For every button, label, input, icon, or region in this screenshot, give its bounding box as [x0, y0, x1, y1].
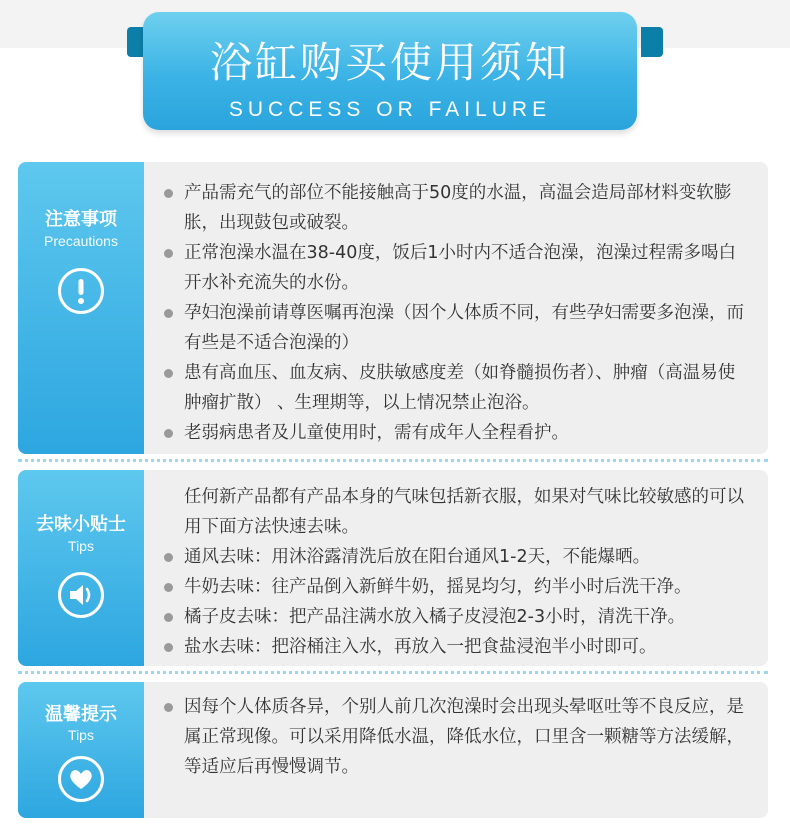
section-divider: [18, 459, 768, 462]
list-item: 正常泡澡水温在38-40度，饭后1小时内不适合泡澡，泡澡过程需多喝白开水补充流失的水份。: [164, 238, 750, 298]
list-item: 孕妇泡澡前请尊医嘱再泡澡（因个人体质不同，有些孕妇需要多泡澡，而有些是不适合泡澡的）: [164, 298, 750, 358]
section-odor-tips-list: [164, 482, 750, 662]
section-odor-tips: [18, 470, 768, 666]
bullet: [164, 703, 173, 712]
list-item: 患有高血压、血友病、皮肤敏感度差（如脊髓损伤者）、肿瘤（高温易使肿瘤扩散） 、生理期等，以上情况禁止泡浴。: [164, 358, 750, 418]
bullet: [164, 309, 173, 318]
list-item: 盐水去味：把浴桶注入水，再放入一把食盐浸泡半小时即可。: [164, 632, 750, 662]
section-warm-reminder: [18, 682, 768, 818]
section-precautions: [18, 162, 768, 454]
bullet: [164, 249, 173, 258]
section-divider: [18, 671, 768, 674]
section-odor-tips-title: 去味小贴士: [36, 514, 126, 535]
speaker-icon: [58, 572, 104, 618]
bullet: [164, 553, 173, 562]
bullet: [164, 429, 173, 438]
section-warm-reminder-list: [164, 692, 750, 782]
bullet: [164, 189, 173, 198]
list-item: 老弱病患者及儿童使用时，需有成年人全程看护。: [164, 418, 750, 448]
bullet: [164, 613, 173, 622]
list-item: 产品需充气的部位不能接触高于50度的水温，高温会造局部材料变软膨胀，出现鼓包或破裂。: [164, 178, 750, 238]
list-item: 牛奶去味：往产品倒入新鲜牛奶，摇晃均匀，约半小时后洗干净。: [164, 572, 750, 602]
list-item: 通风去味：用沐浴露清洗后放在阳台通风1-2天，不能爆晒。: [164, 542, 750, 572]
banner-right-tab: [641, 27, 663, 57]
bullet: [164, 583, 173, 592]
heart-icon: [58, 756, 104, 802]
bullet: [164, 643, 173, 652]
header-banner: [143, 12, 637, 130]
page-title: 浴缸购买使用须知: [209, 38, 570, 87]
bullet: [164, 369, 173, 378]
section-intro: 任何新产品都有产品本身的气味包括新衣服，如果对气味比较敏感的可以用下面方法快速去味。: [184, 487, 744, 537]
section-precautions-sidebar: [18, 162, 144, 454]
section-odor-tips-sidebar: [18, 470, 144, 666]
section-warm-reminder-title: 温馨提示: [45, 704, 117, 725]
section-warm-reminder-subtitle: Tips: [68, 727, 94, 743]
list-item: 橘子皮去味：把产品注满水放入橘子皮浸泡2-3小时，清洗干净。: [164, 602, 750, 632]
page-subtitle: SUCCESS OR FAILURE: [228, 98, 552, 121]
section-precautions-title: 注意事项: [45, 209, 117, 230]
section-warm-reminder-sidebar: [18, 682, 144, 818]
list-item: 因每个人体质各异，个别人前几次泡澡时会出现头晕呕吐等不良反应，是属正常现像。可以采用降低水温，降低水位，口里含一颗糖等方法缓解，等适应后再慢慢调节。: [164, 692, 750, 782]
section-precautions-subtitle: Precautions: [44, 233, 118, 249]
exclamation-circle-icon: [58, 268, 104, 314]
section-odor-tips-subtitle: Tips: [68, 538, 94, 554]
section-precautions-list: [164, 178, 750, 448]
